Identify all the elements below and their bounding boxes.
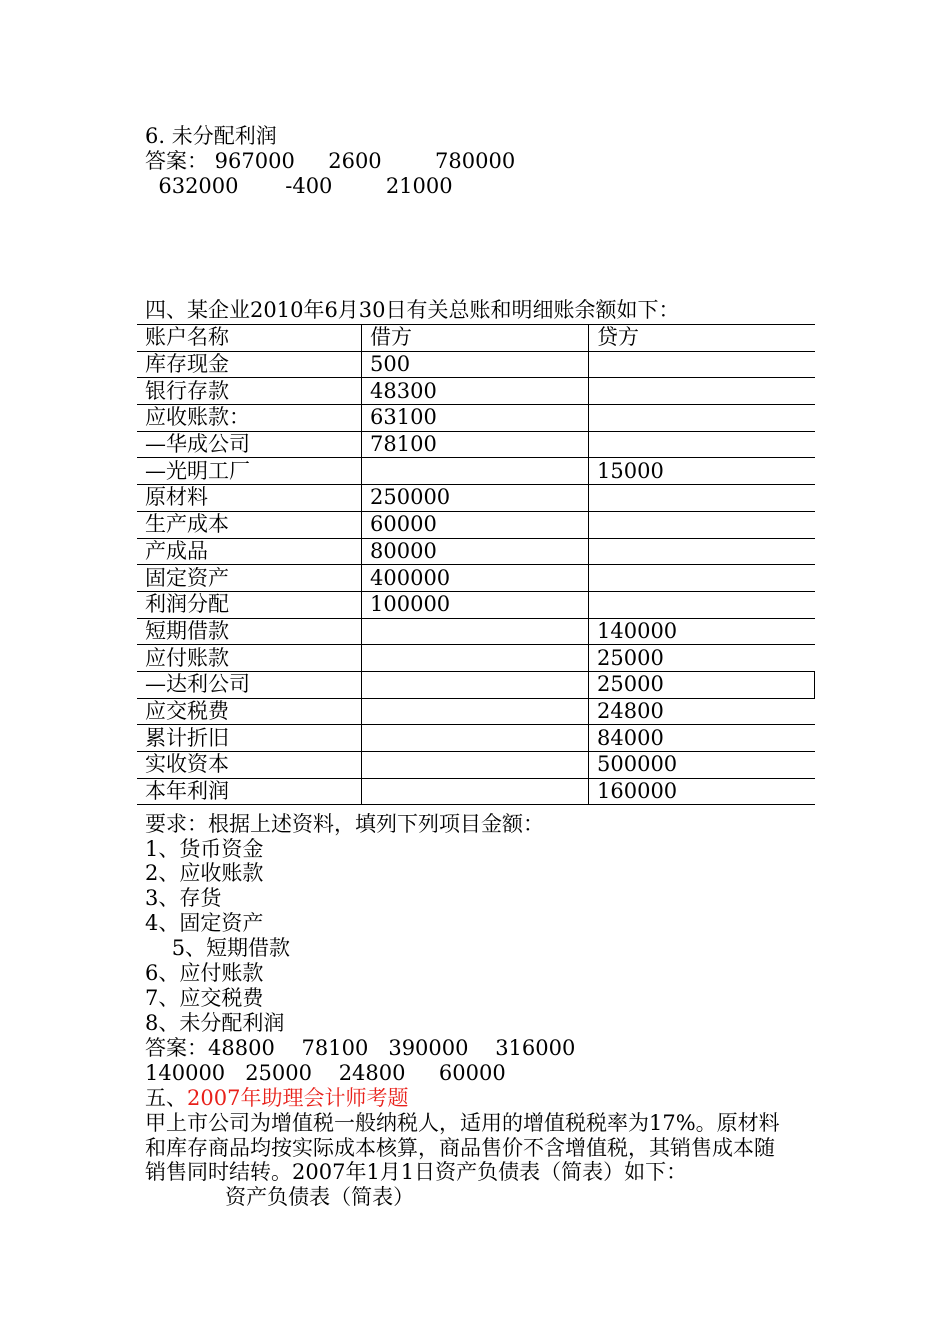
debit-cell [362,618,589,645]
debit-cell: 80000 [362,538,589,565]
section-5-exam-title: 2007年助理会计师考题 [187,1086,409,1110]
table-row [137,698,815,725]
credit-cell [589,538,815,565]
credit-cell [589,378,815,405]
account-name-cell: 实收资本 [137,752,362,779]
account-name-cell: —华成公司 [137,431,362,458]
credit-cell [589,405,815,432]
table-row [137,778,815,805]
account-name-cell: 生产成本 [137,511,362,538]
requirement-text: 要求：根据上述资料，填列下列项目金额： [145,812,544,836]
section-4-title: 四、某企业2010年6月30日有关总账和明细账余额如下： [145,298,680,322]
account-name-cell: 累计折旧 [137,725,362,752]
account-name-cell: 银行存款 [137,378,362,405]
debit-cell [362,458,589,485]
table-row [137,565,815,592]
debit-cell: 250000 [362,485,589,512]
account-name-cell: 利润分配 [137,591,362,618]
table-row [137,725,815,752]
table-header-row [137,325,815,352]
debit-cell [362,671,589,698]
account-name-cell: 短期借款 [137,618,362,645]
table-row [137,538,815,565]
debit-cell [362,752,589,779]
table-row [137,405,815,432]
credit-cell [589,565,815,592]
account-name-cell: 产成品 [137,538,362,565]
requirement-item: 8、未分配利润 [145,1011,285,1035]
credit-cell [589,431,815,458]
account-name-cell: 固定资产 [137,565,362,592]
table-row [137,458,815,485]
debit-cell: 60000 [362,511,589,538]
debit-cell: 63100 [362,405,589,432]
debit-cell [362,645,589,672]
table-row [137,645,815,672]
debit-cell: 78100 [362,431,589,458]
table-row [137,511,815,538]
debit-cell [362,725,589,752]
table-row [137,618,815,645]
table-row [137,752,815,779]
balance-sheet-caption: 资产负债表（简表） [145,1185,415,1209]
section-5-prefix: 五、 [145,1086,187,1110]
column-header: 账户名称 [137,325,362,352]
credit-cell [589,511,815,538]
credit-cell: 25000 [589,671,815,698]
account-name-cell: 应交税费 [137,698,362,725]
account-name-cell: 应付账款 [137,645,362,672]
column-header: 借方 [362,325,589,352]
table-row [137,378,815,405]
requirement-item: 4、固定资产 [145,911,264,935]
account-name-cell: 库存现金 [137,351,362,378]
table-row [137,591,815,618]
answer-line-2: 140000 25000 24800 60000 [145,1061,506,1085]
paragraph-line: 甲上市公司为增值税一般纳税人，适用的增值税税率为17%。原材料 [145,1111,780,1135]
requirement-item: 6、应付账款 [145,961,264,985]
requirement-item: 5、短期借款 [145,936,291,960]
answer-line-1: 答案：48800 78100 390000 316000 [145,1036,576,1060]
requirement-item: 2、应收账款 [145,861,264,885]
column-header: 贷方 [589,325,815,352]
requirement-item: 1、货币资金 [145,837,264,861]
credit-cell: 84000 [589,725,815,752]
debit-cell [362,778,589,805]
debit-cell: 48300 [362,378,589,405]
account-name-cell: 原材料 [137,485,362,512]
credit-cell [589,485,815,512]
table-row [137,485,815,512]
table-row [137,351,815,378]
credit-cell [589,591,815,618]
account-name-cell: 本年利润 [137,778,362,805]
account-name-cell: —达利公司 [137,671,362,698]
credit-cell: 500000 [589,752,815,779]
credit-cell: 140000 [589,618,815,645]
account-name-cell: 应收账款： [137,405,362,432]
account-name-cell: —光明工厂 [137,458,362,485]
ledger-balance-table [137,324,815,805]
credit-cell: 160000 [589,778,815,805]
credit-cell: 15000 [589,458,815,485]
credit-cell: 24800 [589,698,815,725]
debit-cell [362,698,589,725]
debit-cell: 400000 [362,565,589,592]
item-6-undistributed-profit: 6. 未分配利润 [145,124,277,148]
table-row [137,431,815,458]
credit-cell [589,351,815,378]
credit-cell: 25000 [589,645,815,672]
paragraph-line: 销售同时结转。2007年1月1日资产负债表（简表）如下： [145,1160,688,1184]
paragraph-line: 和库存商品均按实际成本核算，商品售价不含增值税，其销售成本随 [145,1136,775,1160]
section-5-title [145,1086,408,1111]
requirement-item: 7、应交税费 [145,986,264,1010]
requirement-item: 3、存货 [145,886,222,910]
debit-cell: 500 [362,351,589,378]
answer-line-2: 632000 -400 21000 [145,174,453,198]
debit-cell: 100000 [362,591,589,618]
table-row [137,671,815,698]
answer-line-1: 答案： 967000 2600 780000 [145,149,516,173]
